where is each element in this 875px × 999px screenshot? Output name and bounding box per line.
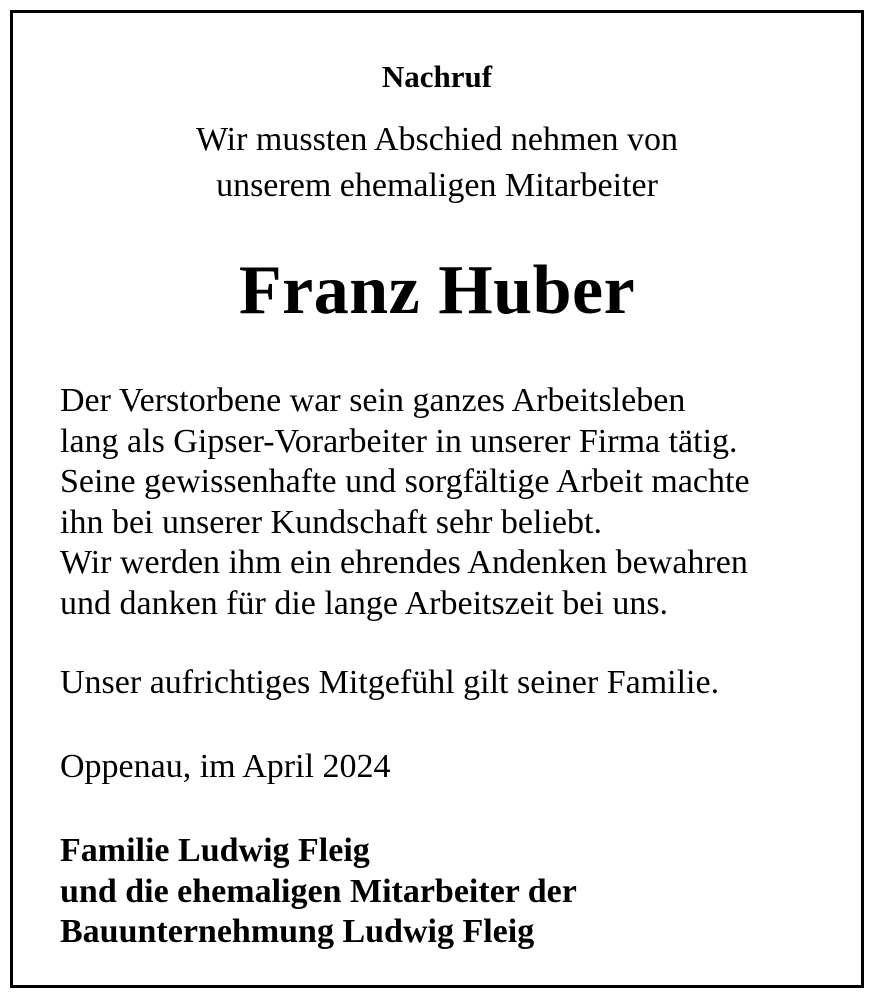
body-text — [60, 381, 851, 624]
place-date: Oppenau, im April 2024 — [60, 748, 391, 785]
body-line: Der Verstorbene war sein ganzes Arbeitsleben — [60, 382, 686, 419]
body-line: Seine gewissenhafte und sorgfältige Arbeit machte — [60, 463, 750, 500]
notice-heading: Nachruf — [381, 59, 493, 94]
intro-line: unserem ehemaligen Mitarbeiter — [216, 167, 658, 204]
body-line: lang als Gipser-Vorarbeiter in unserer Firma tätig. — [60, 422, 738, 460]
intro-text — [13, 117, 861, 209]
body-line: und danken für die lange Arbeitszeit bei uns. — [60, 584, 669, 622]
signature-line: Familie Ludwig Fleig — [60, 832, 370, 869]
sympathy-text: Unser aufrichtiges Mitgefühl gilt seiner Familie. — [60, 664, 720, 701]
signature-line: Bauunternehmung Ludwig Fleig — [60, 913, 535, 950]
body-line: Wir werden ihm ein ehrendes Andenken bewahren — [60, 544, 748, 581]
intro-line: Wir mussten Abschied nehmen von — [195, 121, 679, 158]
signature — [60, 831, 851, 953]
body-line: ihn bei unserer Kundschaft sehr beliebt. — [60, 503, 602, 541]
obituary-notice — [10, 10, 864, 988]
signature-line: und die ehemaligen Mitarbeiter der — [60, 872, 577, 910]
deceased-name: Franz Huber — [238, 252, 636, 329]
